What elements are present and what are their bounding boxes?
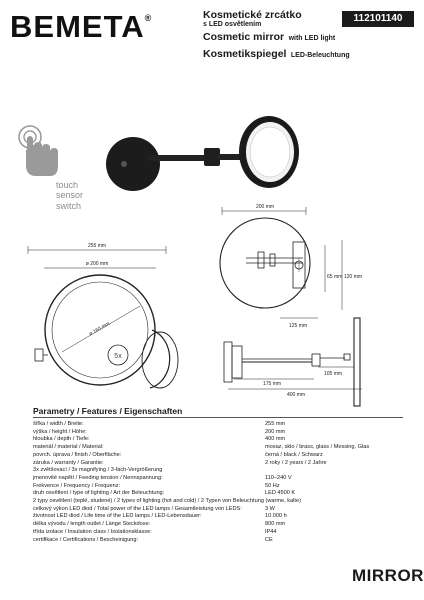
spec-value: 800 mm [265,521,286,528]
spec-key: Frekvence / Frequency / Frequenz: [33,482,121,489]
height-65-dim: 65 mm [327,274,343,280]
title-cz: Kosmetické zrcátko [203,9,302,21]
subtitle-cz: s LED osvětlením [203,21,262,29]
spec-row [33,475,369,483]
width-125-dim: 125 mm [288,323,308,329]
touch-hand-icon [19,126,58,176]
brand-logo: BEMETA® [10,9,153,44]
title-en: Cosmetic mirror [203,31,285,44]
spec-value: CE [265,536,273,543]
top-view [220,207,342,318]
spec-row [33,452,369,460]
spec-row [33,429,369,437]
spec-key: výška / height / Höhe: [33,428,87,435]
subtitle-en: with LED light [288,35,336,43]
spec-key: certifikace / Certifications / Bescheinigung: [33,536,139,543]
subtitle-de: LED-Beleuchtung [290,52,350,60]
spec-key: délka vývodu / length outlet / Länge Steckdose: [33,521,151,528]
spec-value: 10.000 h [265,513,287,520]
spec-row [33,421,369,429]
spec-value: 110–240 V [265,474,292,481]
spec-key: 3x zvětšovací / 3x magnifying / 3-fach-Vergrößerung [33,467,163,474]
spec-key: materiál / material / Material: [33,444,104,451]
spec-row [33,483,369,491]
spec-key: povrch. úprava / finish / Oberfläche: [33,451,122,458]
spec-value: IP44 [265,528,277,535]
diameter-dim: ø 200 mm [85,261,109,267]
spec-value: 200 mm [265,428,286,435]
spec-value: 255 mm [265,421,286,427]
spec-row [33,460,369,468]
spec-value: LED 4500 K [265,490,296,497]
spec-row [33,521,369,529]
spec-row [33,467,369,475]
spec-key: záruka / warranty / Garantie: [33,459,104,466]
width-105-dim: 105 mm [323,371,343,377]
width-175-dim: 175 mm [262,381,282,387]
spec-row [33,537,369,545]
spec-row [33,490,369,498]
spec-value: 3 W [265,505,275,512]
spec-table [33,421,369,544]
height-120-dim: 120 mm [344,274,363,280]
spec-key: druh osvětlení / type of lighting / Art der Beleuchtung: [33,490,165,497]
spec-row [33,436,369,444]
spec-row [33,444,369,452]
spec-value: černá / black / Schwarz [265,451,323,458]
top-width-dim: 200 mm [255,204,275,210]
width-400-dim: 400 mm [286,392,306,398]
width-dim: 255 mm [87,243,107,249]
section-title: Parametry / Features / Eigenschaften [33,406,183,416]
spec-row [33,498,369,506]
spec-value: 50 Hz [265,482,280,489]
product-name: MIRROR [352,566,424,585]
title-de: Kosmetikspiegel [203,48,287,61]
product-photo [106,116,299,191]
product-code: 112101140 [342,11,414,27]
magnifier-mark: 5x [114,353,122,360]
touch-sensor-label: touch sensor switch [56,180,84,211]
inner-diameter-dim: ø 160 mm [88,320,111,338]
spec-key: třída izolace / Insulation class / Isolationsklasse: [33,528,152,535]
front-view [28,246,178,388]
spec-key: jmenovité napětí / Feeding tension / Nennspannung: [33,474,163,481]
spec-key: 2 typy osvětlení (teplé, studené) / 2 types of lighting (hot and cold) / 2 Typen von Beleuchtung (warme, kalte) [33,498,301,505]
spec-row [33,529,369,537]
spec-key: životnost LED diod / Life time of the LED lamps / LED-Lebensdauer: [33,513,202,520]
spec-key: hloubka / depth / Tiefe: [33,436,90,443]
spec-key: šířka / width / Breite: [33,421,84,427]
spec-value: mosaz, sklo / brass, glass / Messing, Glas [265,444,370,451]
spec-row [33,506,369,514]
spec-value: 2 roky / 2 years / 2 Jahre [265,459,327,466]
spec-row [33,513,369,521]
spec-value: 400 mm [265,436,286,443]
section-divider [33,417,403,418]
spec-key: celkový výkon LED diod / Total power of the LED lamps / Gesamtleistung von LEDS: [33,505,242,512]
